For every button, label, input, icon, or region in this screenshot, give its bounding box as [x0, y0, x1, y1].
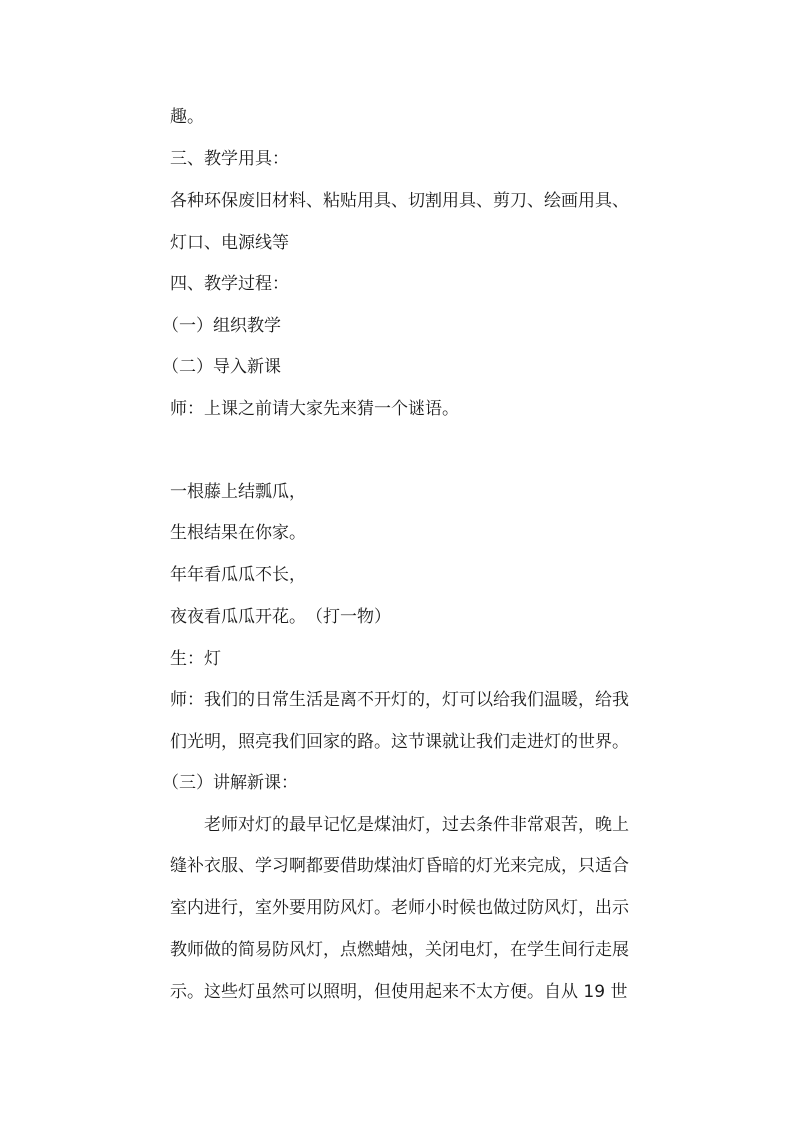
paragraph-line-2: 缝补衣服、学习啊都要借助煤油灯昏暗的灯光来完成，只适合 [170, 856, 629, 876]
paragraph-line-4: 教师做的简易防风灯，点燃蜡烛，关闭电灯，在学生间行走展 [170, 940, 629, 960]
paragraph-line-1: 老师对灯的最早记忆是煤油灯，过去条件非常艰苦，晚上 [204, 815, 629, 835]
riddle-line-2: 生根结果在你家。 [170, 523, 306, 543]
riddle-line-4: 夜夜看瓜瓜开花。 （打一物） [170, 607, 391, 627]
text-line-teacher-2: 们光明，照亮我们回家的路。这节课就让我们走进灯的世界。 [170, 732, 629, 752]
heading-teaching-process: 四、教学过程： [170, 274, 289, 294]
riddle-line-1: 一根藤上结瓢瓜， [170, 482, 306, 502]
text-line-qu: 趣。 [170, 107, 204, 127]
subheading-organize: （一）组织教学 [162, 316, 281, 336]
riddle-line-3: 年年看瓜瓜不长， [170, 565, 306, 585]
heading-teaching-tools: 三、教学用具： [170, 149, 289, 169]
subheading-new-lesson: （三）讲解新课： [162, 773, 298, 793]
text-line-materials-cont: 灯口、电源线等 [170, 233, 289, 253]
text-line-teacher-1: 师：我们的日常生活是离不开灯的，灯可以给我们温暖，给我 [170, 690, 629, 710]
paragraph-line-3: 室内进行，室外要用防风灯。老师小时候也做过防风灯，出示 [170, 898, 629, 918]
text-line-teacher-riddle: 师：上课之前请大家先来猜一个谜语。 [170, 399, 459, 419]
text-line-materials: 各种环保废旧材料、粘贴用具、切割用具、剪刀、绘画用具、 [170, 191, 629, 211]
text-line-student-answer: 生：灯 [170, 649, 221, 669]
paragraph-line-5: 示。这些灯虽然可以照明，但使用起来不太方便。自从 19 世 [170, 982, 628, 1002]
subheading-introduce: （二）导入新课 [162, 357, 281, 377]
